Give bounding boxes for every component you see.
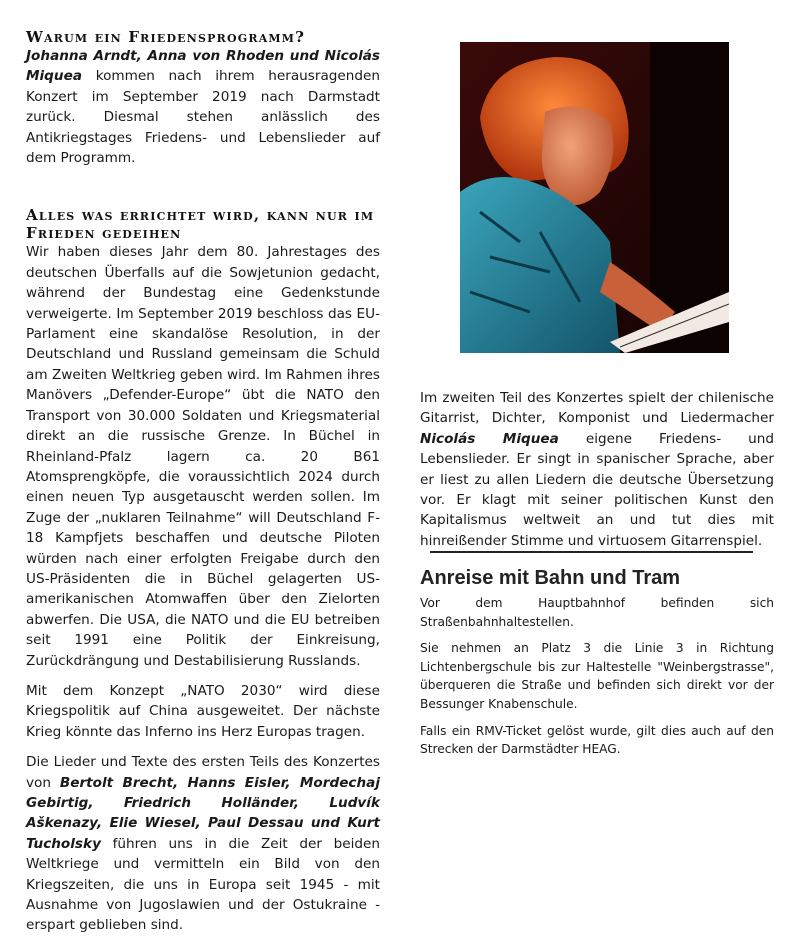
history-paragraph: Wir haben dieses Jahr dem 80. Jahrestages des deutschen Überfalls auf die Sowjetunion gedacht, während der Bundestag eine Gedenkstunde verweigerte. Im September 2019 beschloss das EU-Parlament eine skandalöse Resolution, in der Deutschland und Russland gemeinsam die Schuld am Zweiten Weltkrieg geben wird. Im Rahmen ihres Manövers „Defender-Europe“ übt die NATO den Transport von 30.000 Soldaten und Kriegsmaterial direkt an die russische Grenze. In Büchel in Rheinland-Pfalz lagern ca. 20 B61 Atomsprengköpfe, die voraussichtlich 2024 durch einen neuen Typ ausgetauscht werden sollen. Im Zuge der „nuklaren Teilnahme“ will Deutschland F-18 Kampfjets beschaffen und deutsche Piloten würden nach einer erfolgten Freigabe durch den US-Präsidenten die in Büchel gelagerten US-amerikanischen Atomwaffen über den Zielorten abwerfen. Die USA, die NATO und die EU betreiben seit 1991 eine Politik der Einkreisung, Zurückdrängung und Destabilisierung Russlands. [26, 244, 380, 669]
concert-photo [460, 42, 729, 353]
section-divider [430, 551, 753, 553]
travel-heading: Anreise mit Bahn und Tram [420, 567, 681, 589]
heading-why-peace-program: Warum ein Friedensprogramm? [26, 28, 306, 46]
second-part-paragraph [420, 388, 774, 551]
intro-text: kommen nach ihrem herausragenden Konzert im September 2019 nach Darmstadt zurück. Diesmal stehen anlässlich des Antikriegstages Friedens- und Lebenslieder auf dem Programm. [26, 68, 380, 167]
travel-paragraph-2: Sie nehmen an Platz 3 die Linie 3 in Richtung Lichtenbergschule bis zur Haltestelle "Weinbergstrasse", überqueren die Straße und befinden sich direkt vor der Bessunger Knabenschule. [420, 641, 774, 711]
program-paragraph [26, 752, 380, 936]
travel-paragraph-1: Vor dem Hauptbahnhof befinden sich Straßenbahnhaltestellen. [420, 596, 774, 629]
travel-section [420, 566, 774, 767]
guitarist-name: Nicolás Miquea [420, 430, 559, 447]
program-text-start: Die Lieder und Texte des ersten Teils des Konzertes von [26, 754, 380, 791]
travel-paragraph-3: Falls ein RMV-Ticket gelöst wurde, gilt dies auch auf den Strecken der Darmstädter HEAG. [420, 723, 774, 757]
second-part-text-start: Im zweiten Teil des Konzertes spielt der chilenische Gitarrist, Dichter, Komponist und Liedermacher [420, 390, 774, 427]
intro-paragraph [26, 46, 380, 168]
second-part-text-end: eigene Friedens- und Lebenslieder. Er singt in spanischer Sprache, aber er liest zu allen Liedern die deutsche Übersetzung vor. Er klagt mit seiner politischen Kunst den Kapitalismus weltweit an und tut dies mit hinreißender Stimme und virtuosem Gitarrenspiel. [420, 430, 775, 549]
right-column [420, 388, 774, 551]
left-column [26, 28, 380, 936]
nato-paragraph: Mit dem Konzept „NATO 2030“ wird diese Kriegspolitik auf China ausgeweitet. Der nächste Krieg könnte das Inferno ins Herz Europas tragen. [26, 682, 380, 740]
composer-names: Bertolt Brecht, Hanns Eisler, Mordechaj Gebirtig, Friedrich Holländer, Ludvík Aškenazy, Elie Wiesel, Paul Dessau und Kurt Tucholsky [26, 774, 380, 852]
performers-names: Johanna Arndt, Anna von Rhoden und Nicolás Miquea [26, 48, 380, 85]
program-text-end: führen uns in die Zeit der beiden Weltkriege und vermitteln ein Bild von den Kriegszeiten, die uns in Europa seit 1945 - mit Ausnahme von Jugoslawien und der Ostukraine - erspart geblieben sind. [26, 835, 380, 934]
heading-peace: Alles was errichtet wird, kann nur im Frieden gedeihen [26, 206, 375, 243]
